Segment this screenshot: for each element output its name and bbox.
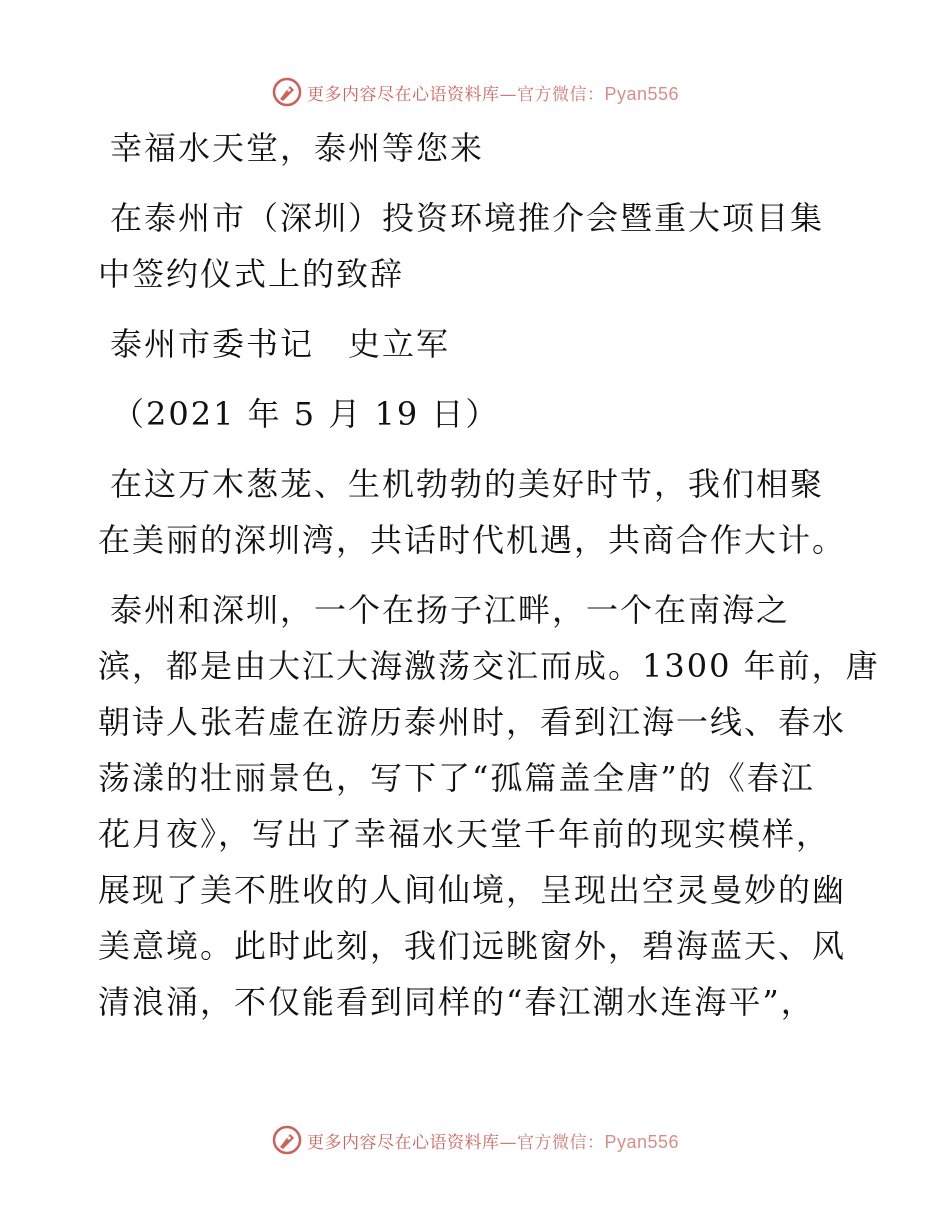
watermark-text <box>307 80 679 105</box>
paragraph-line: 美意境。此时此刻，我们远眺窗外，碧海蓝天、风 <box>98 927 847 965</box>
watermark-wechat-id: Pyan556 <box>604 83 680 104</box>
document-subtitle <box>98 190 850 302</box>
subtitle-line: 在泰州市（深圳）投资环境推介会暨重大项目集 <box>110 199 825 237</box>
watermark-text <box>307 1128 679 1153</box>
watermark-dash: — <box>499 1132 517 1153</box>
watermark-brand: 更多内容尽在心语资料库 <box>306 1132 500 1153</box>
header-watermark-banner <box>0 72 950 112</box>
paragraph-history <box>98 582 880 1030</box>
paragraph-line: 花月夜》，写出了幸福水天堂千年前的现实模样， <box>98 815 831 853</box>
paragraph-line: 荡漾的壮丽景色，写下了“孤篇盖全唐”的《春江 <box>98 759 815 797</box>
footer-watermark-banner <box>0 1120 950 1160</box>
paragraph-opening <box>98 456 850 568</box>
paragraph-line: 泰州和深圳，一个在扬子江畔，一个在南海之 <box>110 591 791 629</box>
paragraph-line: 在美丽的深圳湾，共话时代机遇，共商合作大计。 <box>98 521 847 559</box>
paragraph-line: 展现了美不胜收的人间仙境，呈现出空灵曼妙的幽 <box>98 871 847 909</box>
pen-nib-logo-icon <box>271 76 303 108</box>
watermark-brand: 更多内容尽在心语资料库 <box>306 84 500 105</box>
pen-nib-logo-icon <box>271 1124 303 1156</box>
watermark-wechat-label: 官方微信： <box>516 84 605 105</box>
paragraph-line: 滨，都是由大江大海激荡交汇而成。1300 年前，唐 <box>98 647 880 685</box>
document-content <box>98 120 880 1030</box>
paragraph-line: 在这万木葱茏、生机勃勃的美好时节，我们相聚 <box>110 465 825 503</box>
watermark-wechat-id: Pyan556 <box>604 1131 680 1152</box>
paragraph-line: 清浪涌，不仅能看到同样的“春江潮水连海平”， <box>98 983 815 1021</box>
subtitle-line: 中签约仪式上的致辞 <box>98 255 405 293</box>
watermark-wechat-label: 官方微信： <box>516 1132 605 1153</box>
document-author: 泰州市委书记 史立军 <box>110 325 451 363</box>
watermark-dash: — <box>499 84 517 105</box>
paragraph-line: 朝诗人张若虚在游历泰州时，看到江海一线、春水 <box>98 703 847 741</box>
document-date: （2021 年 5 月 19 日） <box>112 395 500 433</box>
document-title: 幸福水天堂，泰州等您来 <box>110 129 485 167</box>
